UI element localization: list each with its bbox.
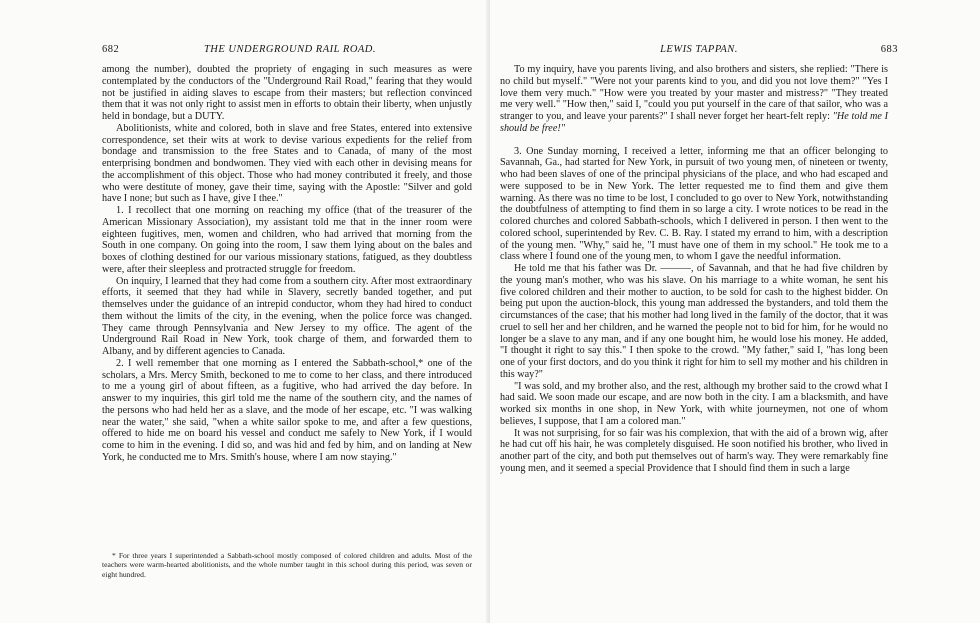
- paragraph: He told me that his father was Dr. ———, of Savannah, and that he had five children by the young man's mother, who was his slave. On his marriage to a white woman, he sent his five colored children and their mother to auction, to be sold for cash to the highest bidder. On being put upon the auction-block, this young man addressed the bystanders, and told them the circumstances of the case; that his mother had long lived in the family of the doctor, that it was cruel to sell her and her children, and he warned the people not to bid for him, for he would no longer be a slave to any man, and if any one bought him, he would lose his money. He added, "I thought it right to say this." I then spoke to the crowd. "My father," said I, "has long been one of your first doctors, and do you think it right for him to sell my mother and his children in this way?": [500, 263, 888, 380]
- right-page: [490, 0, 980, 623]
- paragraph: "I was sold, and my brother also, and the rest, although my brother said to the crowd what I had said. We soon made our escape, and are now both in the city. I am a blacksmith, and have worked six months in one shop, in New York, with white journeymen, not one of whom believes, I suppose, that I am a colored man.": [500, 380, 888, 427]
- footnote: [102, 551, 472, 579]
- paragraph: Abolitionists, white and colored, both in slave and free States, entered into extensive correspondence, set their wits at work to devise various expedients for the relief from bondage and transmission to the free States and to Canada, of many of the most enterprising bondmen and bondwomen. They vied with each other in devising means for the accomplishment of this object. Those who had money contributed it freely, and those who were destitute of money, gave their time, saying with the Apostle: "Silver and gold have I none; but such as I have, give I thee.": [102, 122, 472, 205]
- right-running-title: LEWIS TAPPAN.: [660, 44, 738, 55]
- right-page-number: 683: [880, 44, 898, 55]
- right-body-text: [500, 64, 888, 475]
- footnote-text: * For three years I superintended a Sabbath-school mostly composed of colored children and adults. Most of the teachers were warm-hearted abolitionists, and the whole number taught in this school during this period, was seven or eight hundred.: [102, 551, 472, 579]
- paragraph: 1. I recollect that one morning on reaching my office (that of the treasurer of the American Missionary Association), my assistant told me that in the inner room were eighteen fugitives, men, women and children, who had arrived that morning from the South in one company. On going into the room, I saw them lying about on the bales and boxes of clothing destined for our various missionary stations, fatigued, as they doubtless were, after their sleepless and protracted struggle for freedom.: [102, 205, 472, 275]
- left-running-title: THE UNDERGROUND RAIL ROAD.: [203, 44, 377, 55]
- paragraph-text: To my inquiry, have you parents living, and also brothers and sisters, she replied: "There is no child but myself." "Were not your parents kind to you, and did you not love them?" "Yes I love them very much." "How were you treated by your master and mistress?" "They treated me very well." "How then," said I, "could you put yourself in the care of that sailor, who was a stranger to you, and leave your parents?" I shall never forget her heart-felt reply:: [500, 64, 888, 122]
- paragraph: 3. One Sunday morning, I received a letter, informing me that an officer belonging to Savannah, Ga., had started for New York, in pursuit of two young men, of nineteen or twenty, who had been slaves of one of the principal physicians of the place, and who had escaped and were supposed to be in New York. The letter requested me to find them and give them warning. As there was no time to be lost, I concluded to go over to New York, notwithstanding the doubtfulness of attempting to find them in so large a city. I wrote notices to be read in the colored churches and colored Sabbath-schools, which I delivered in person. I then went to the colored school, superintended by Rev. C. B. Ray. I stated my errand to him, with a description of the young men. "Why," said he, "I must have one of them in my school." He took me to a class where I found one of the young men, to whom I gave the needful information.: [500, 145, 888, 263]
- italic-reply: "He told me I should be free!": [500, 111, 888, 134]
- left-page-number: 682: [102, 44, 120, 55]
- paragraph: It was not surprising, for so fair was his complexion, that with the aid of a brown wig, after he had cut off his hair, he was completely disguised. He soon notified his brother, who lived in another part of the city, and both put themselves out of harm's way. They were remarkably fine young men, and it seemed a special Providence that I should find them in such a large: [500, 427, 888, 474]
- left-running-head: [0, 44, 490, 58]
- paragraph: [500, 64, 888, 135]
- paragraph: 2. I well remember that one morning as I entered the Sabbath-school,* one of the scholars, a Mrs. Mercy Smith, beckoned to me to come to her class, and there introduced to me a young girl of about fifteen, as a fugitive, who had arrived the day before. In answer to my inquiries, this girl told me the name of the southern city, and the names of the persons who had held her as a slave, and the mode of her escape, etc. "I was walking near the water," she said, "when a white sailor spoke to me, and after a few questions, offered to hide me on board his vessel and conduct me safely to New York, if I would come to him in the evening. I did so, and was hid and fed by him, and on landing at New York, he conducted me to Mrs. Smith's house, where I am now staying.": [102, 357, 472, 463]
- paragraph: On inquiry, I learned that they had come from a southern city. After most extraordinary efforts, it seemed that they had while in Slavery, secretly banded together, and put themselves under the guidance of an intrepid conductor, whom they had hired to conduct them without the limits of the city, in the evening, when the police force was changed. They came through Pennsylvania and New Jersey to my office. The agent of the Underground Rail Road in New York, took charge of them, and forwarded them to Albany, and by different agencies to Canada.: [102, 275, 472, 357]
- left-body-text: [102, 64, 472, 464]
- paragraph: among the number), doubted the propriety of engaging in such measures as were contemplated by the conductors of the "Underground Rail Road," fearing that they would not be justified in aiding slaves to escape from their masters; but reflection convinced them that it was not only right to assist men in efforts to obtain their liberty, when unjustly held in bondage, but a DUTY.: [102, 64, 472, 122]
- right-running-head: [490, 44, 980, 58]
